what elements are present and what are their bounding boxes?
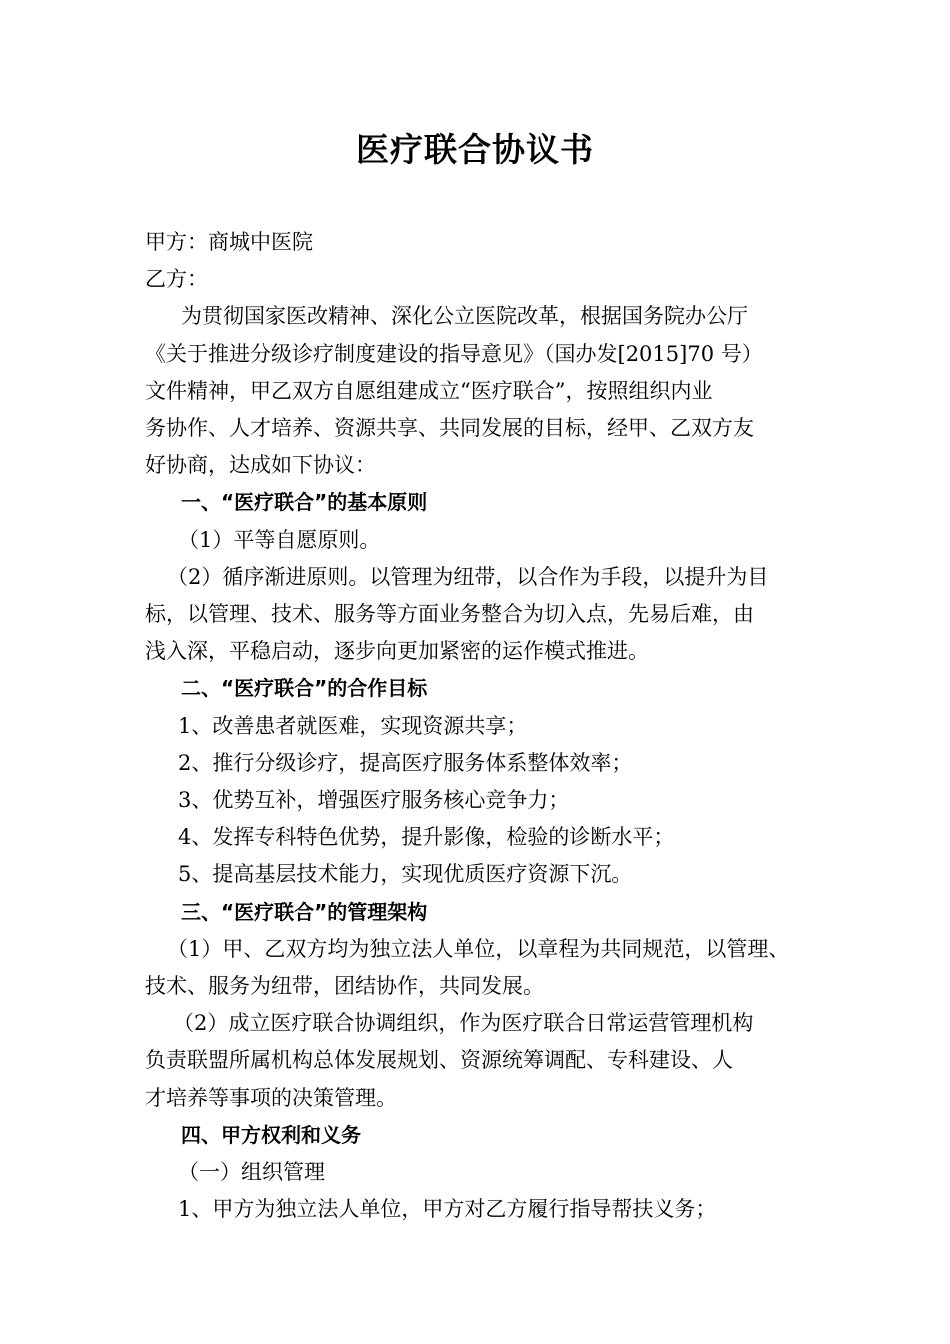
section-heading: 四、甲方权利和义务 bbox=[181, 1122, 361, 1147]
preamble-line: 《关于推进分级诊疗制度建设的指导意见》（国办发[2015]70 号） bbox=[145, 341, 763, 366]
document-body bbox=[145, 224, 820, 1228]
preamble-line: 务协作、人才培养、资源共享、共同发展的目标，经甲、乙双方友 bbox=[145, 416, 754, 441]
structure-2-line: （2）成立医疗联合协调组织，作为医疗联合日常运营管理机构 bbox=[173, 1011, 754, 1036]
subsection-heading: （一）组织管理 bbox=[178, 1160, 325, 1185]
preamble-line: 为贯彻国家医改精神、深化公立医院改革，根据国务院办公厅 bbox=[181, 304, 748, 329]
document-title: 医疗联合协议书 bbox=[356, 130, 594, 169]
section-heading: 三、“医疗联合”的管理架构 bbox=[181, 899, 428, 924]
principle-1: （1）平等自愿原则。 bbox=[178, 527, 381, 552]
rights-item: 1、甲方为独立法人单位，甲方对乙方履行指导帮扶义务； bbox=[178, 1197, 717, 1222]
goal-item: 5、提高基层技术能力，实现优质医疗资源下沉。 bbox=[178, 862, 633, 887]
preamble-line: 文件精神，甲乙双方自愿组建成立“医疗联合”，按照组织内业 bbox=[145, 378, 713, 403]
goal-item: 4、发挥专科特色优势，提升影像，检验的诊断水平； bbox=[178, 825, 675, 850]
goal-item: 2、推行分级诊疗，提高医疗服务体系整体效率； bbox=[178, 750, 633, 775]
principle-2-line: 浅入深，平稳启动，逐步向更加紧密的运作模式推进。 bbox=[145, 639, 649, 664]
principle-2-line: 标，以管理、技术、服务等方面业务整合为切入点，先易后难，由 bbox=[145, 602, 754, 627]
section-heading: 二、“医疗联合”的合作目标 bbox=[181, 676, 428, 701]
structure-1-line: 技术、服务为纽带，团结协作，共同发展。 bbox=[145, 974, 544, 999]
preamble-line: 好协商，达成如下协议： bbox=[145, 453, 376, 478]
structure-1-line: （1）甲、乙双方均为独立法人单位，以章程为共同规范，以管理、 bbox=[167, 936, 790, 961]
party-b: 乙方： bbox=[145, 267, 208, 292]
structure-2-line: 才培养等事项的决策管理。 bbox=[145, 1085, 397, 1110]
goal-item: 3、优势互补，增强医疗服务核心竞争力； bbox=[178, 788, 570, 813]
party-a: 甲方：商城中医院 bbox=[145, 230, 313, 254]
principle-2-line: （2）循序渐进原则。以管理为纽带，以合作为手段，以提升为目 bbox=[167, 564, 769, 589]
section-heading: 一、“医疗联合”的基本原则 bbox=[181, 490, 428, 515]
goal-item: 1、改善患者就医难，实现资源共享； bbox=[178, 713, 528, 738]
structure-2-line: 负责联盟所属机构总体发展规划、资源统筹调配、专科建设、人 bbox=[145, 1048, 733, 1073]
